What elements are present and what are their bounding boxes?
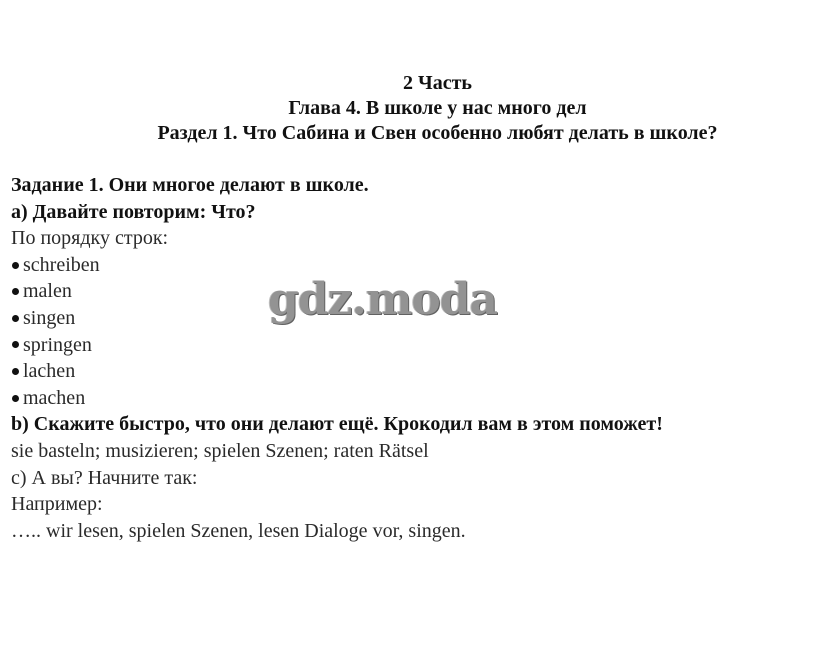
list-item [11,358,811,385]
bullet-icon [12,368,19,375]
task-title: Задание 1. Они многое делают в школе. [11,174,369,196]
bullet-icon [12,315,19,322]
part-a-question: а) Давайте повторим: Что? [11,200,256,223]
list-item-text: machen [23,386,86,409]
order-note: По порядку строк: [11,227,169,250]
bullet-icon [12,262,19,269]
bullet-icon [12,288,19,295]
list-item [11,278,811,305]
list-item-text: malen [23,280,72,303]
list-item-text: lachen [23,360,76,383]
list-item [11,385,811,412]
list-item [11,252,811,279]
list-item [11,305,811,332]
example-label: Например: [11,493,103,516]
part-c-question: c) А вы? Начните так: [11,466,198,489]
chapter-heading: Глава 4. В школе у нас много дел [288,97,587,119]
bullet-icon [12,341,19,348]
list-item-text: springen [23,333,92,356]
part-heading: 2 Часть [403,72,472,94]
part-b-answer: sie basteln; musizieren; spielen Szenen; raten Rätsel [11,439,429,462]
list-item [11,332,811,359]
part-b-question: b) Скажите быстро, что они делают ещё. Крокодил вам в этом поможет! [11,413,663,436]
task-body [11,172,811,544]
list-item-text: singen [23,306,76,329]
section-heading: Раздел 1. Что Сабина и Свен особенно любят делать в школе? [157,122,718,144]
bullet-icon [12,395,19,402]
watermark-logo: gdz.moda [268,274,498,325]
list-item-text: schreiben [23,253,100,276]
example-text: ….. wir lesen, spielen Szenen, lesen Dialoge vor, singen. [11,519,466,542]
